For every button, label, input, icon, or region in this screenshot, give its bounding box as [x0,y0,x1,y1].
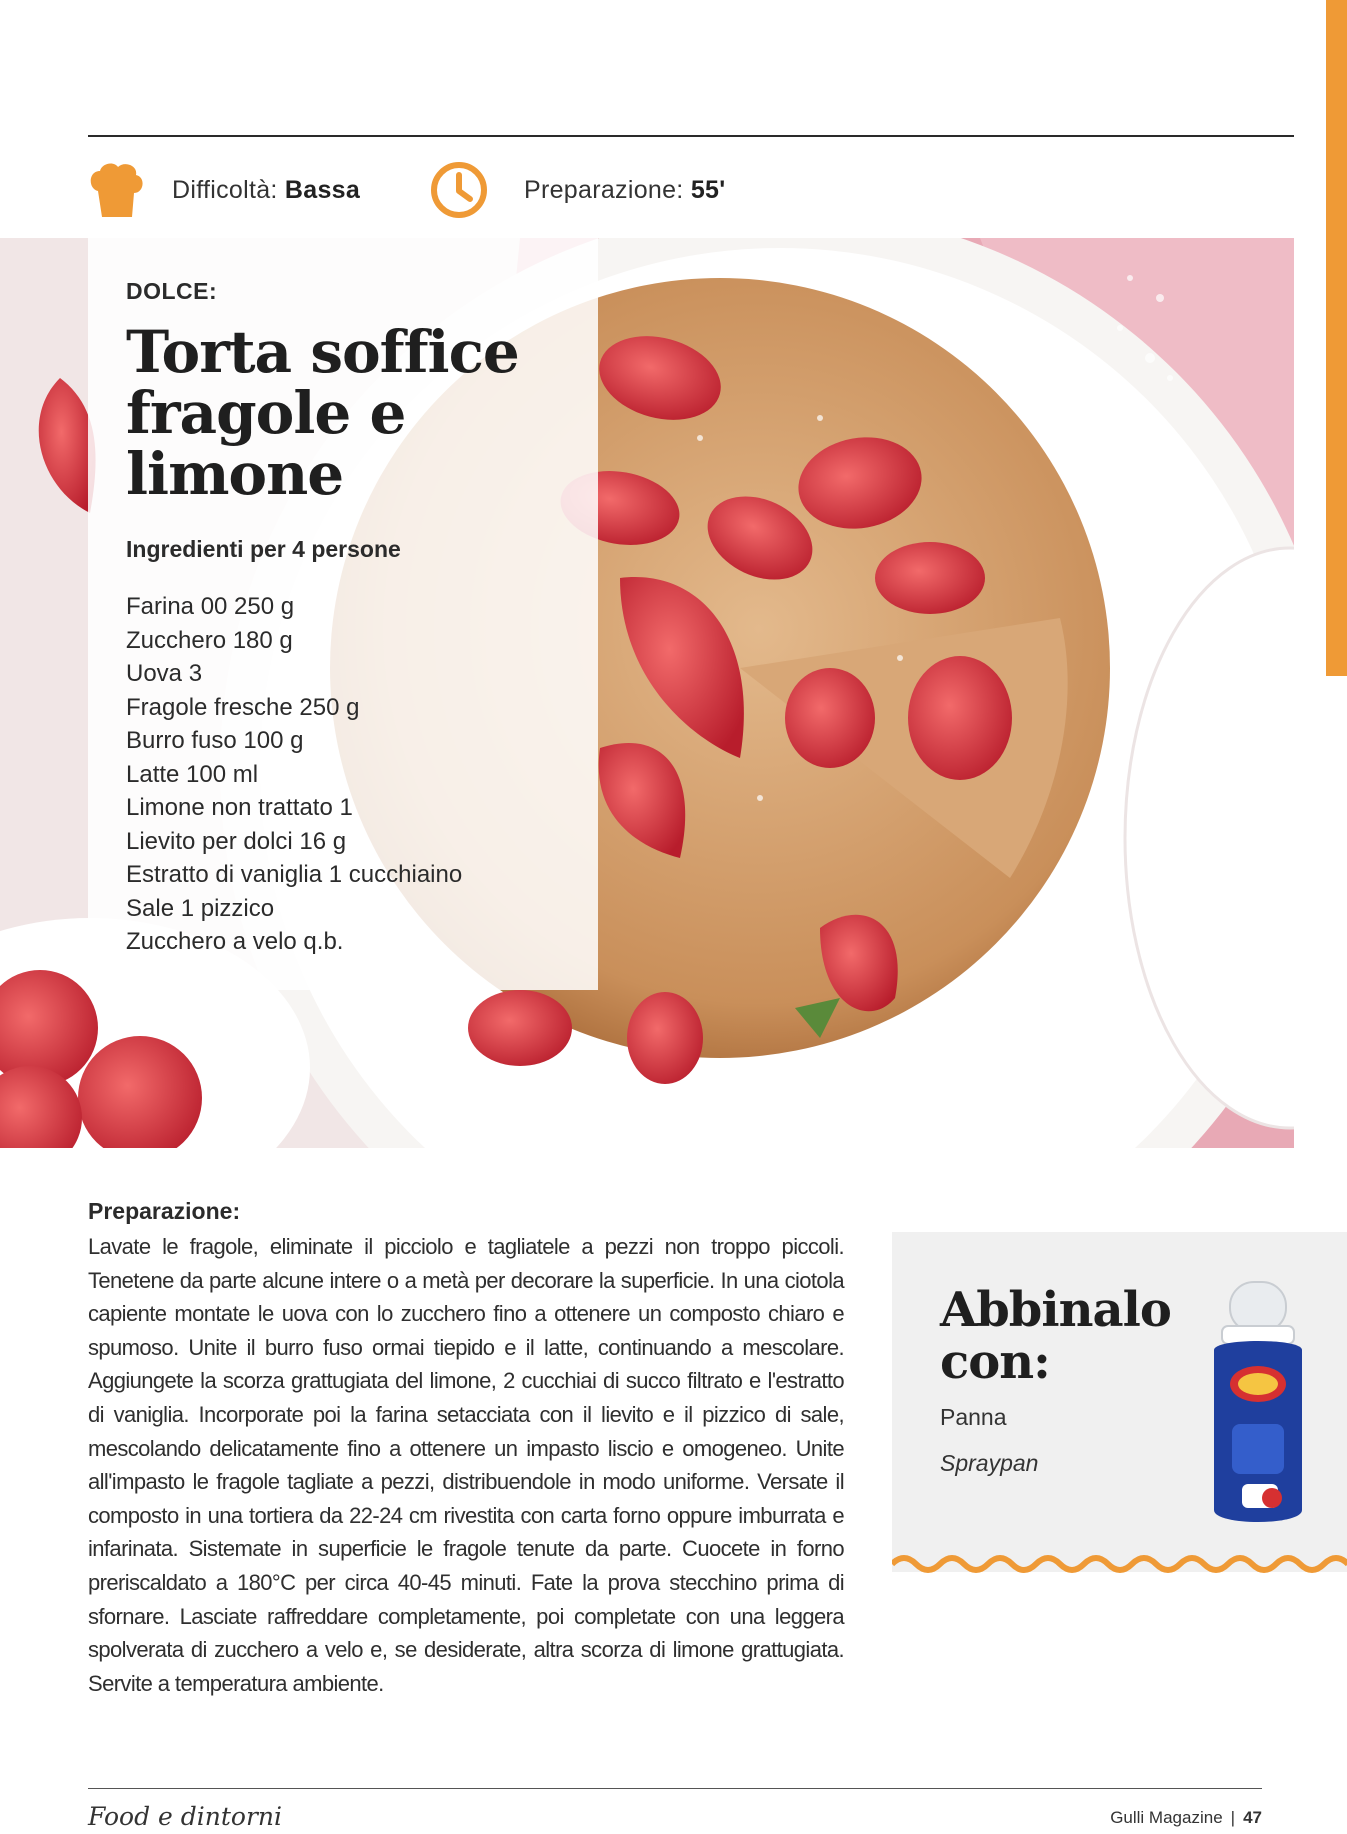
ingredient-item: Burro fuso 100 g [126,727,304,754]
pairing-product-name: Panna [940,1404,1007,1430]
difficulty-meta [88,160,360,220]
ingredient-item: Zucchero 180 g [126,626,293,654]
pairing-box [892,1232,1347,1572]
recipe-panel [88,238,598,990]
ingredient-item: Uova 3 [126,660,203,687]
spray-can-image [1202,1274,1312,1534]
wavy-border [892,1552,1347,1582]
recipe-title-line: Torta soffice [126,318,519,386]
prep-label: Preparazione: [524,175,684,204]
ingredient-item: Sale 1 pizzico [126,894,275,922]
ingredient-item: Fragole fresche 250 g [126,693,360,721]
difficulty-value: Bassa [284,175,361,204]
ingredient-item: Farina 00 250 g [126,593,295,620]
pairing-title-line: con: [940,1334,1050,1390]
magazine-name: Gulli Magazine [1110,1808,1223,1827]
ingredient-item: Estratto di vaniglia 1 cucchiaino [126,861,463,888]
pairing-product-brand: Spraypan [940,1450,1039,1476]
pairing-title [940,1284,1171,1388]
page-footer [1110,1808,1262,1828]
ingredient-item: Latte 100 ml [126,760,259,788]
ingredients-heading: Ingredienti per 4 persone [126,536,401,562]
orange-side-tab [1326,0,1347,676]
ingredient-item: Lievito per dolci 16 g [126,827,347,855]
ingredients-list [126,590,462,959]
recipe-title [126,318,566,508]
recipe-title-line: fragole e [126,379,406,447]
chef-hat-icon [88,161,144,219]
ingredient-item: Zucchero a velo q.b. [126,928,344,955]
top-divider [88,135,1294,137]
recipe-title-line: limone [126,440,344,508]
pairing-title-line: Abbinalo [940,1282,1171,1338]
page-number: 47 [1243,1808,1262,1827]
footer-separator: | [1230,1808,1236,1827]
prep-value: 55' [690,175,726,204]
preparation-heading: Preparazione: [88,1198,241,1224]
preparation-text: Lavate le fragole, eliminate il picciolo e tagliatele a pezzi non troppo piccoli. Tenetene da parte alcune intere o a metà per decorare la superficie. In una ciotola capiente montate le uova con lo zucchero fino a ottenere un composto chiaro e spumoso. Unite il burro fuso ormai tiepido e il latte, continuando a mescolare. Aggiungete la scorza grattugiata del limone, 2 cucchiai di succo filtrato e l'estratto di vaniglia. Incorporate poi la farina setacciata con il lievito e il pizzico di sale, mescolando delicatamente fino a ottenere un impasto liscio e omogeneo. Unite all'impasto le fragole tagliate a pezzi, distribuendole in modo uniforme. Versate il composto in una tortiera da 22-24 cm rivestita con carta forno oppure imburrata e infarinata. Sistemate in superficie le fragole tenute da parte. Cuocete in forno preriscaldato a 180°C per circa 40-45 minuti. Fate la prova stecchino prima di sfornare. Lasciate raffreddare completamente, poi completate con una leggera spolverata di zucchero a velo e, se desiderate, altra scorza di limone grattugiata. Servite a temperatura ambiente. [88,1234,844,1696]
difficulty-label: Difficoltà: [172,175,278,204]
bottom-divider [88,1788,1262,1789]
clock-icon [430,161,488,219]
prep-time-meta [430,160,725,220]
recipe-category: DOLCE: [126,278,218,304]
ingredient-item: Limone non trattato 1 [126,794,353,821]
section-name: Food e dintorni [88,1802,283,1831]
